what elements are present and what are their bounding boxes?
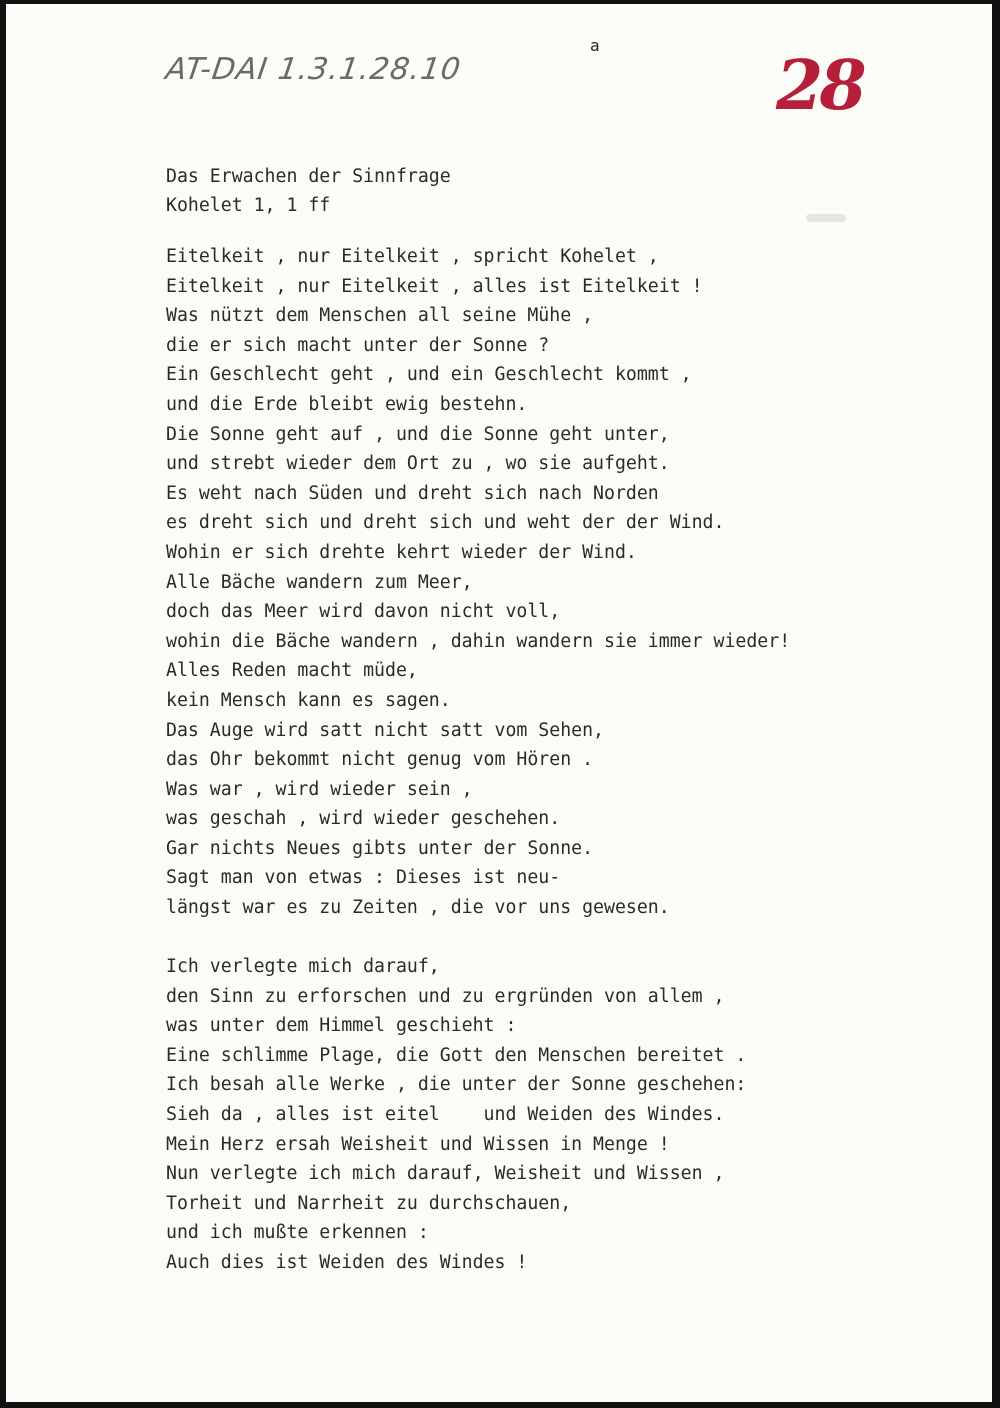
text-line: Ein Geschlecht geht , und ein Geschlecht kommt ,	[166, 364, 692, 386]
text-line: Das Auge wird satt nicht satt vom Sehen,	[166, 719, 604, 741]
text-line: und strebt wieder dem Ort zu , wo sie aufgeht.	[166, 453, 670, 475]
text-line: und ich mußte erkennen :	[166, 1222, 429, 1244]
document-page	[6, 4, 992, 1402]
stanza-1	[166, 242, 790, 923]
text-line: den Sinn zu erforschen und zu ergründen von allem ,	[166, 985, 725, 1007]
document-heading	[166, 162, 451, 220]
text-line: Alles Reden macht müde,	[166, 660, 418, 682]
paper-smudge	[806, 214, 846, 222]
text-line: Ich verlegte mich darauf,	[166, 956, 440, 977]
text-line: Ich besah alle Werke , die unter der Sonne geschehen:	[166, 1074, 747, 1096]
text-line: Es weht nach Süden und dreht sich nach Norden	[166, 482, 659, 504]
text-line: Alle Bäche wandern zum Meer,	[166, 571, 473, 593]
text-line: Sagt man von etwas : Dieses ist neu-	[166, 867, 561, 889]
text-line: Wohin er sich drehte kehrt wieder der Wind.	[166, 541, 637, 563]
text-line: Eitelkeit , nur Eitelkeit , alles ist Eitelkeit !	[166, 275, 703, 297]
text-line: Nun verlegte ich mich darauf, Weisheit und Wissen ,	[166, 1163, 725, 1185]
text-line: was unter dem Himmel geschieht :	[166, 1015, 517, 1037]
text-line: Was nützt dem Menschen all seine Mühe ,	[166, 305, 594, 327]
text-line: was geschah , wird wieder geschehen.	[166, 808, 561, 830]
text-line: längst war es zu Zeiten , die vor uns gewesen.	[166, 897, 670, 919]
text-line: Torheit und Narrheit zu durchschauen,	[166, 1192, 572, 1214]
archive-reference-handwritten: AT-DAI 1.3.1.28.10	[163, 52, 464, 87]
text-line: und die Erde bleibt ewig bestehn.	[166, 393, 528, 415]
title-line: Das Erwachen der Sinnfrage	[166, 166, 451, 187]
text-line: Mein Herz ersah Weisheit und Wissen in Menge !	[166, 1133, 670, 1155]
text-line: es dreht sich und dreht sich und weht der der Wind.	[166, 512, 725, 534]
stanza-2	[166, 952, 746, 1278]
text-line: wohin die Bäche wandern , dahin wandern sie immer wieder!	[166, 630, 791, 652]
text-line: kein Mensch kann es sagen.	[166, 689, 451, 711]
text-line: die er sich macht unter der Sonne ?	[166, 334, 550, 356]
text-line: doch das Meer wird davon nicht voll,	[166, 601, 561, 623]
text-line: Die Sonne geht auf , und die Sonne geht unter,	[166, 423, 670, 445]
text-line: Auch dies ist Weiden des Windes !	[166, 1251, 528, 1273]
text-line: Eine schlimme Plage, die Gott den Menschen bereitet .	[166, 1044, 747, 1066]
text-line: Gar nichts Neues gibts unter der Sonne.	[166, 837, 594, 859]
text-line: das Ohr bekommt nicht genug vom Hören .	[166, 749, 594, 771]
folio-number-stamp: 28	[776, 46, 863, 126]
text-line: Was war , wird wieder sein ,	[166, 778, 473, 800]
reference-line: Kohelet 1, 1 ff	[166, 195, 331, 216]
page-mark: a	[590, 36, 600, 55]
text-line: Eitelkeit , nur Eitelkeit , spricht Kohelet ,	[166, 246, 659, 267]
text-line: Sieh da , alles ist eitel und Weiden des Windes.	[166, 1103, 725, 1125]
